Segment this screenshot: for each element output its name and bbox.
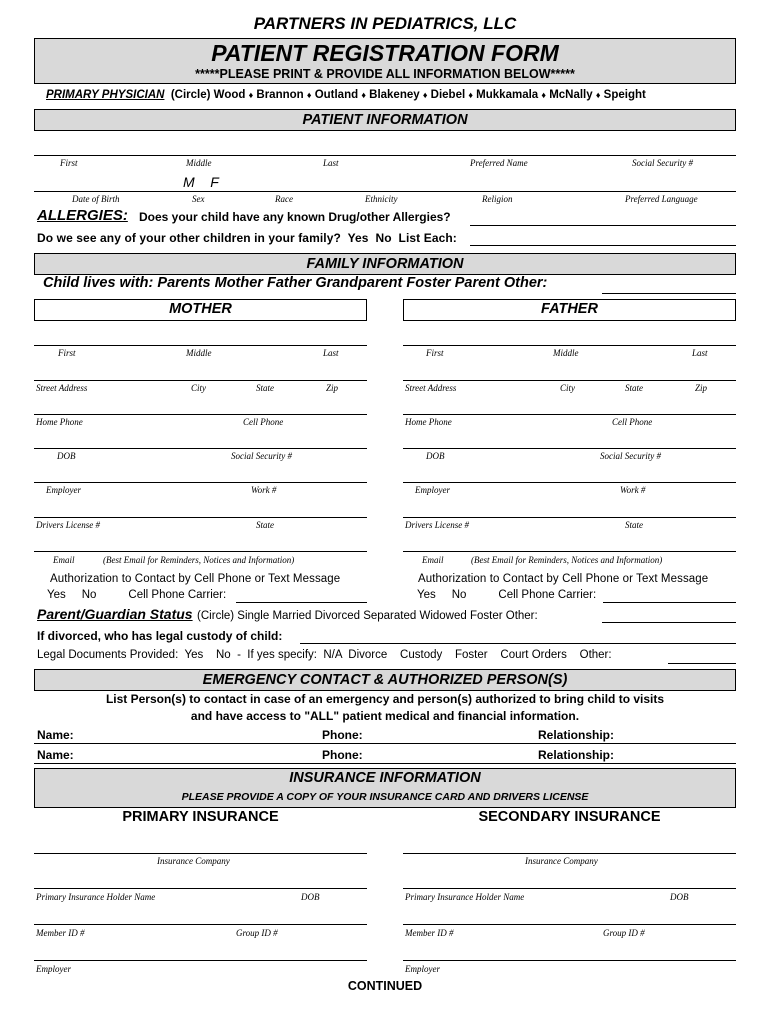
- physician-circle: (Circle): [170, 89, 211, 101]
- mother-phone-line[interactable]: [34, 414, 367, 415]
- siblings-list-line[interactable]: [470, 245, 736, 246]
- secondary-employer-line[interactable]: [403, 960, 736, 961]
- mother-license-label: Drivers License #: [36, 520, 100, 530]
- secondary-holder-label: Primary Insurance Holder Name: [405, 892, 525, 902]
- primary-employer-label: Employer: [36, 964, 71, 974]
- father-license-label: Drivers License #: [405, 520, 469, 530]
- print-instruction: *****PLEASE PRINT & PROVIDE ALL INFORMATION BELOW*****: [195, 67, 575, 81]
- physician-options: [214, 89, 646, 101]
- guardian-status-row: [37, 606, 538, 624]
- father-employer-label: Employer: [415, 485, 450, 495]
- primary-dob-label: DOB: [301, 892, 320, 902]
- mother-cell-phone-label: Cell Phone: [243, 417, 284, 427]
- list-each-label: List Each:: [398, 231, 457, 245]
- physician-label: PRIMARY PHYSICIAN: [46, 89, 165, 101]
- mother-city-label: City: [191, 383, 206, 393]
- father-home-phone-label: Home Phone: [405, 417, 452, 427]
- mother-email-note: (Best Email for Reminders, Notices and Information): [103, 555, 295, 565]
- father-auth-yes[interactable]: Yes: [417, 589, 436, 601]
- father-work-label: Work #: [620, 485, 646, 495]
- secondary-holder-line[interactable]: [403, 888, 736, 889]
- allergies-question: Does your child have any known Drug/other Allergies?: [139, 210, 451, 224]
- form-title: PATIENT REGISTRATION FORM: [211, 40, 559, 66]
- emergency-line-2: and have access to "ALL" patient medical and financial information.: [190, 709, 580, 723]
- father-carrier-label: Cell Phone Carrier:: [498, 589, 597, 601]
- siblings-row: [37, 231, 457, 245]
- diamond-separator-icon: ♦: [361, 90, 366, 100]
- father-state-label: State: [625, 383, 643, 393]
- primary-insurance-heading: PRIMARY INSURANCE: [122, 809, 279, 825]
- father-middle-label: Middle: [553, 348, 579, 358]
- father-first-label: First: [426, 348, 444, 358]
- mother-employer-line[interactable]: [34, 482, 367, 483]
- father-auth-no[interactable]: No: [451, 589, 467, 601]
- father-dob-label: DOB: [426, 451, 445, 461]
- contact-1-line[interactable]: [34, 743, 736, 744]
- insurance-subheading: PLEASE PROVIDE A COPY OF YOUR INSURANCE CARD AND DRIVERS LICENSE: [181, 791, 589, 803]
- mother-license-line[interactable]: [34, 517, 367, 518]
- diamond-separator-icon: ♦: [541, 90, 546, 100]
- guardian-status-label: Parent/Guardian Status: [37, 606, 193, 622]
- father-license-line[interactable]: [403, 517, 736, 518]
- primary-member-label: Member ID #: [36, 928, 85, 938]
- father-last-label: Last: [692, 348, 708, 358]
- diamond-separator-icon: ♦: [306, 90, 312, 100]
- contact-2-name-label: Name:: [37, 748, 74, 762]
- contact-2-relationship-label: Relationship:: [538, 748, 615, 762]
- father-employer-line[interactable]: [403, 482, 736, 483]
- father-email-label: Email: [422, 555, 444, 565]
- legal-docs-other-line[interactable]: [668, 663, 736, 664]
- father-city-label: City: [560, 383, 575, 393]
- insurance-heading: INSURANCE INFORMATION: [289, 770, 481, 786]
- emergency-banner: [34, 669, 736, 691]
- diamond-separator-icon: ♦: [595, 90, 601, 100]
- primary-company-label: Insurance Company: [157, 856, 230, 866]
- guardian-other-line[interactable]: [602, 622, 736, 623]
- ethnicity-label: Ethnicity: [365, 194, 398, 204]
- primary-group-label: Group ID #: [236, 928, 278, 938]
- siblings-no[interactable]: No: [375, 231, 392, 245]
- allergies-line[interactable]: [470, 225, 736, 226]
- contact-1-relationship-label: Relationship:: [538, 728, 615, 742]
- primary-member-line[interactable]: [34, 924, 367, 925]
- preferred-language-label: Preferred Language: [625, 194, 698, 204]
- siblings-yes[interactable]: Yes: [347, 231, 369, 245]
- patient-first-label: First: [60, 158, 78, 168]
- physician-option[interactable]: Outland: [314, 89, 359, 101]
- patient-ssn-label: Social Security #: [632, 158, 693, 168]
- mother-last-label: Last: [323, 348, 339, 358]
- mother-auth-no[interactable]: No: [81, 589, 97, 601]
- patient-name-line[interactable]: [34, 155, 736, 156]
- lives-with: Child lives with: Parents Mother Father Grandparent Foster Parent Other:: [43, 275, 548, 291]
- mother-first-label: First: [58, 348, 76, 358]
- physician-option[interactable]: Diebel: [430, 89, 466, 101]
- patient-info-heading: PATIENT INFORMATION: [302, 112, 468, 128]
- father-name-line[interactable]: [403, 345, 736, 346]
- primary-holder-line[interactable]: [34, 888, 367, 889]
- mother-license-state-label: State: [256, 520, 274, 530]
- father-phone-line[interactable]: [403, 414, 736, 415]
- mother-heading-box: [34, 299, 367, 321]
- physician-option[interactable]: Mukkamala: [476, 89, 539, 101]
- father-email-line[interactable]: [403, 551, 736, 552]
- father-cell-phone-label: Cell Phone: [612, 417, 653, 427]
- father-auth-options: [417, 589, 596, 601]
- secondary-company-label: Insurance Company: [525, 856, 598, 866]
- diamond-separator-icon: ♦: [422, 90, 428, 100]
- lives-with-other-line[interactable]: [602, 293, 736, 294]
- mother-work-label: Work #: [251, 485, 277, 495]
- father-ssn-label: Social Security #: [600, 451, 661, 461]
- primary-company-line[interactable]: [34, 853, 367, 854]
- secondary-employer-label: Employer: [405, 964, 440, 974]
- diamond-separator-icon: ♦: [248, 90, 254, 100]
- secondary-member-line[interactable]: [403, 924, 736, 925]
- secondary-dob-label: DOB: [670, 892, 689, 902]
- mother-street-label: Street Address: [36, 383, 88, 393]
- patient-dob-line[interactable]: [34, 191, 736, 192]
- sex-label: Sex: [192, 194, 205, 204]
- patient-preferred-name-label: Preferred Name: [470, 158, 528, 168]
- patient-middle-label: Middle: [186, 158, 212, 168]
- religion-label: Religion: [482, 194, 513, 204]
- mother-address-line[interactable]: [34, 380, 367, 381]
- contact-1-phone-label: Phone:: [322, 728, 363, 742]
- patient-last-label: Last: [323, 158, 339, 168]
- race-label: Race: [275, 194, 293, 204]
- father-heading: FATHER: [541, 301, 598, 317]
- father-street-label: Street Address: [405, 383, 457, 393]
- diamond-separator-icon: ♦: [468, 90, 473, 100]
- mother-carrier-label: Cell Phone Carrier:: [128, 589, 227, 601]
- father-authorization: Authorization to Contact by Cell Phone or Text Message: [418, 573, 709, 585]
- mother-heading: MOTHER: [169, 301, 232, 317]
- primary-employer-line[interactable]: [34, 960, 367, 961]
- mother-dob-label: DOB: [57, 451, 76, 461]
- patient-info-banner: [34, 109, 736, 131]
- sex-options[interactable]: M F: [183, 174, 219, 190]
- siblings-question: Do we see any of your other children in your family?: [37, 231, 341, 245]
- father-dob-line[interactable]: [403, 448, 736, 449]
- mother-middle-label: Middle: [186, 348, 212, 358]
- father-license-state-label: State: [625, 520, 643, 530]
- physician-option[interactable]: Brannon: [256, 89, 304, 101]
- mother-dob-line[interactable]: [34, 448, 367, 449]
- mother-carrier-line[interactable]: [236, 602, 367, 603]
- mother-state-label: State: [256, 383, 274, 393]
- physician-option[interactable]: Wood: [213, 89, 246, 101]
- allergies-label: ALLERGIES:: [37, 207, 128, 224]
- primary-physician-row: [46, 89, 646, 101]
- emergency-heading: EMERGENCY CONTACT & AUTHORIZED PERSON(S): [202, 672, 568, 688]
- mother-zip-label: Zip: [326, 383, 339, 393]
- primary-holder-label: Primary Insurance Holder Name: [36, 892, 156, 902]
- physician-option[interactable]: Speight: [603, 89, 646, 101]
- physician-option[interactable]: McNally: [549, 89, 593, 101]
- insurance-banner: [34, 768, 736, 808]
- father-address-line[interactable]: [403, 380, 736, 381]
- org-name: PARTNERS IN PEDIATRICS, LLC: [253, 14, 517, 33]
- contact-2-line[interactable]: [34, 763, 736, 764]
- guardian-status-options[interactable]: (Circle) Single Married Divorced Separated Widowed Foster Other:: [197, 610, 538, 622]
- mother-auth-options: [47, 589, 226, 601]
- emergency-line-1: List Person(s) to contact in case of an emergency and person(s) authorized to bring child to visits: [105, 692, 665, 706]
- custody-question: If divorced, who has legal custody of child:: [37, 629, 283, 643]
- family-info-heading: FAMILY INFORMATION: [306, 256, 464, 272]
- contact-1-name-label: Name:: [37, 728, 74, 742]
- secondary-member-label: Member ID #: [405, 928, 454, 938]
- mother-name-line[interactable]: [34, 345, 367, 346]
- father-zip-label: Zip: [695, 383, 708, 393]
- title-banner: [34, 38, 736, 84]
- mother-email-line[interactable]: [34, 551, 367, 552]
- secondary-group-label: Group ID #: [603, 928, 645, 938]
- family-info-banner: [34, 253, 736, 275]
- dob-label: Date of Birth: [72, 194, 120, 204]
- secondary-insurance-heading: SECONDARY INSURANCE: [478, 809, 661, 825]
- custody-line[interactable]: [300, 643, 736, 644]
- secondary-company-line[interactable]: [403, 853, 736, 854]
- mother-auth-yes[interactable]: Yes: [47, 589, 66, 601]
- continued-label: CONTINUED: [347, 979, 423, 993]
- contact-2-phone-label: Phone:: [322, 748, 363, 762]
- mother-authorization: Authorization to Contact by Cell Phone or Text Message: [50, 573, 341, 585]
- father-heading-box: [403, 299, 736, 321]
- physician-option[interactable]: Blakeney: [369, 89, 420, 101]
- mother-ssn-label: Social Security #: [231, 451, 292, 461]
- mother-email-label: Email: [53, 555, 75, 565]
- father-email-note: (Best Email for Reminders, Notices and Information): [471, 555, 663, 565]
- mother-employer-label: Employer: [46, 485, 81, 495]
- legal-docs[interactable]: Legal Documents Provided: Yes No - If yes specify: N/A Divorce Custody Foster Court Orders Other:: [37, 649, 612, 661]
- father-carrier-line[interactable]: [603, 602, 736, 603]
- mother-home-phone-label: Home Phone: [36, 417, 83, 427]
